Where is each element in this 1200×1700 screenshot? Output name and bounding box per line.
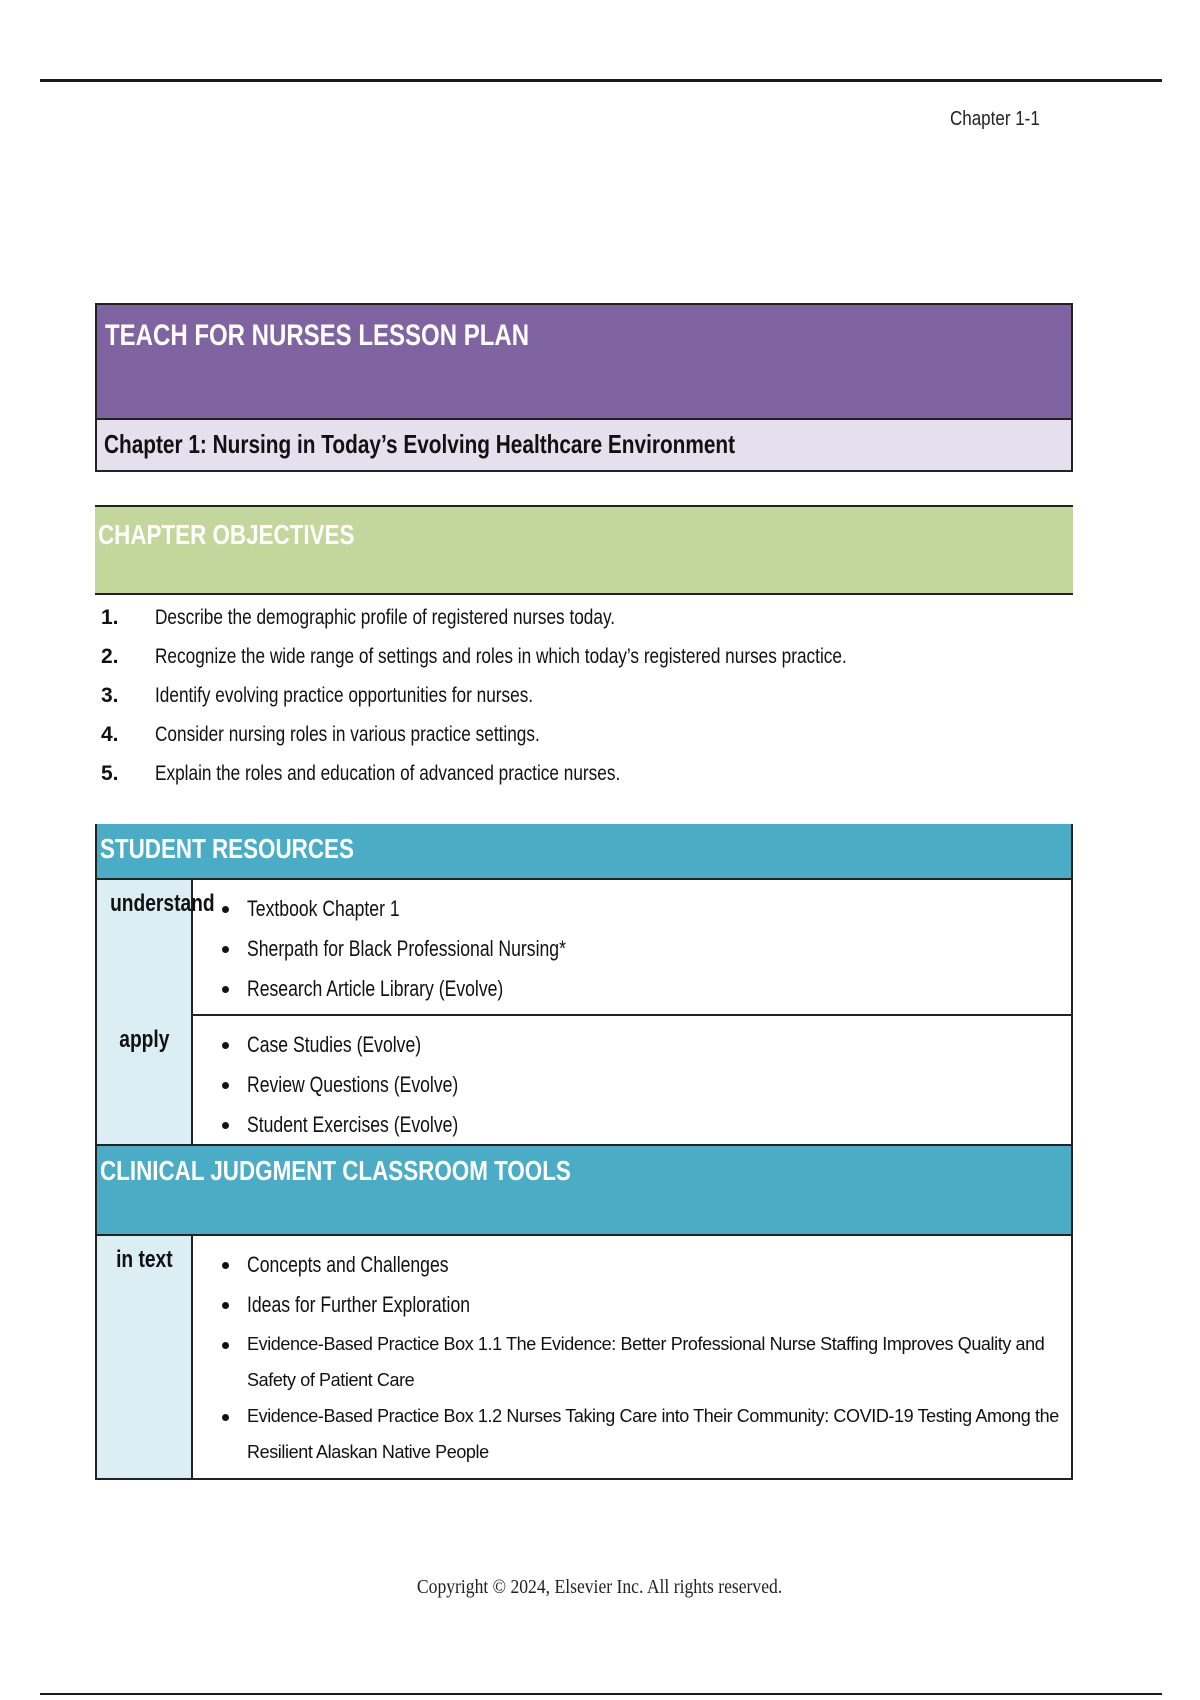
in-text-items bbox=[191, 1236, 1071, 1478]
in-text-label: in text bbox=[97, 1236, 191, 1478]
resources-table bbox=[95, 824, 1073, 1480]
clinical-tools-heading: CLINICAL JUDGMENT CLASSROOM TOOLS bbox=[97, 1144, 1071, 1236]
objective-item: 3. Identify evolving practice opportunities for nurses. bbox=[101, 683, 534, 707]
list-item: Student Exercises (Evolve) bbox=[193, 1106, 1071, 1146]
lesson-plan-title: TEACH FOR NURSES LESSON PLAN bbox=[97, 305, 1071, 420]
objective-item: 1. Describe the demographic profile of registered nurses today. bbox=[101, 605, 616, 629]
bottom-rule bbox=[40, 1693, 1162, 1695]
objectives-list bbox=[95, 598, 1073, 793]
list-item: Evidence-Based Practice Box 1.1 The Evidence: Better Professional Nurse Staffing Improves Quality and Safety of Patient Care bbox=[193, 1326, 1071, 1398]
understand-label: understand bbox=[97, 880, 191, 1016]
apply-items bbox=[191, 1016, 1071, 1144]
list-item: Evidence-Based Practice Box 1.2 Nurses Taking Care into Their Community: COVID-19 Testing Among the Resilient Alaskan Native People bbox=[193, 1398, 1071, 1470]
top-rule bbox=[40, 79, 1162, 82]
chapter-title: Chapter 1: Nursing in Today’s Evolving Healthcare Environment bbox=[97, 420, 1071, 470]
list-item: Review Questions (Evolve) bbox=[193, 1066, 1071, 1106]
copyright-notice: Copyright © 2024, Elsevier Inc. All rights reserved. bbox=[417, 1576, 783, 1598]
understand-items bbox=[191, 880, 1071, 1016]
apply-label: apply bbox=[97, 1016, 191, 1144]
lesson-plan-title-box bbox=[95, 303, 1073, 472]
understand-row bbox=[97, 880, 1071, 1016]
list-item: Research Article Library (Evolve) bbox=[193, 970, 1071, 1010]
list-item: Ideas for Further Exploration bbox=[193, 1286, 1071, 1326]
list-item: Textbook Chapter 1 bbox=[193, 890, 1071, 930]
objective-item: 2. Recognize the wide range of settings and roles in which today’s registered nurses practice. bbox=[101, 644, 847, 668]
list-item: Sherpath for Black Professional Nursing* bbox=[193, 930, 1071, 970]
page-chapter-ref: Chapter 1-1 bbox=[950, 108, 1040, 130]
objectives-heading: CHAPTER OBJECTIVES bbox=[95, 505, 1073, 595]
apply-row bbox=[97, 1016, 1071, 1144]
list-item: Concepts and Challenges bbox=[193, 1246, 1071, 1286]
objective-item: 5. Explain the roles and education of advanced practice nurses. bbox=[101, 761, 621, 785]
in-text-row bbox=[97, 1236, 1071, 1478]
objective-item: 4. Consider nursing roles in various practice settings. bbox=[101, 722, 540, 746]
student-resources-heading: STUDENT RESOURCES bbox=[97, 824, 1071, 880]
list-item: Case Studies (Evolve) bbox=[193, 1026, 1071, 1066]
